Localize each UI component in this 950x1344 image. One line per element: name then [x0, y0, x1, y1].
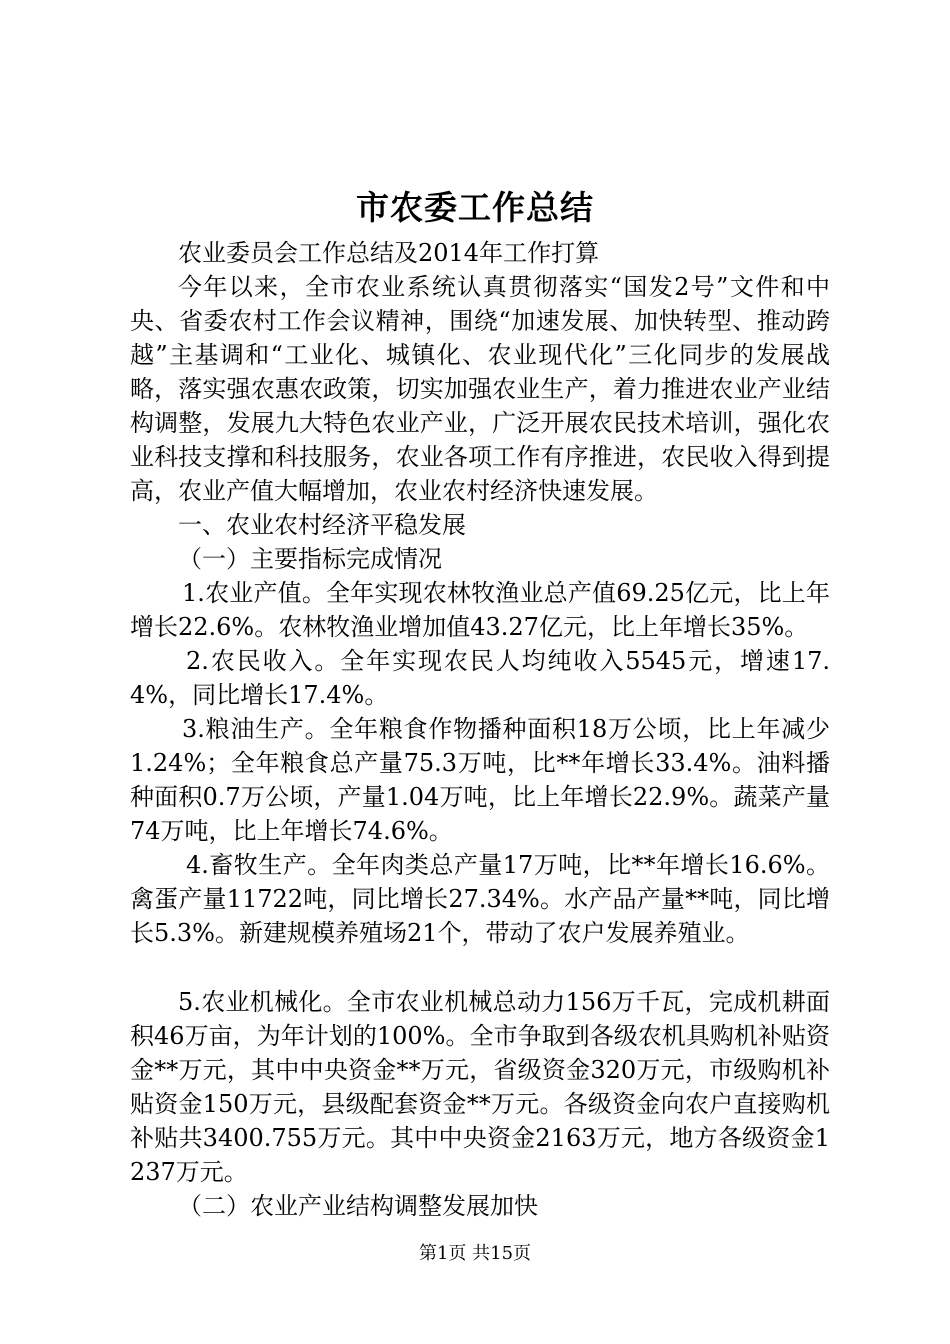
item-paragraph-mechanization: 5.农业机械化。全市农业机械总动力156万千瓦，完成机耕面积46万亩，为年计划的100%。全市争取到各级农机具购机补贴资金**万元，其中中央资金**万元，省级资金320万元，市级购机补贴资金150万元，县级配套资金**万元。各级资金向农户直接购机补贴共3400.755万元。其中中央资金2163万元，地方各级资金1237万元。	[130, 988, 830, 1186]
item-paragraph-farmer-income: 2.农民收入。全年实现农民人均纯收入5545元，增速17.4%，同比增长17.4%。	[130, 647, 830, 709]
intro-paragraph: 今年以来，全市农业系统认真贯彻落实“国发2号”文件和中央、省委农村工作会议精神，围绕“加速发展、加快转型、推动跨越”主基调和“工业化、城镇化、农业现代化”三化同步的发展战略，落实强农惠农政策，切实加强农业生产，着力推进农业产业结构调整，发展九大特色农业产业，广泛开展农民技术培训，强化农业科技支撑和科技服务，农业各项工作有序推进，农民收入得到提高，农业产值大幅增加，农业农村经济快速发展。	[130, 273, 830, 505]
document-body	[130, 236, 830, 1223]
document-title: 市农委工作总结	[356, 188, 594, 227]
page-footer: 第1页 共15页	[418, 1243, 532, 1264]
item-paragraph-agri-output: 1.农业产值。全年实现农林牧渔业总产值69.25亿元，比上年增长22.6%。农林牧渔业增加值43.27亿元，比上年增长35%。	[130, 579, 830, 641]
item-paragraph-livestock: 4.畜牧生产。全年肉类总产量17万吨，比**年增长16.6%。禽蛋产量11722吨，同比增长27.34%。水产品产量**吨，同比增长5.3%。新建规模养殖场21个，带动了农户发展养殖业。	[130, 851, 830, 947]
subtitle-paragraph: 农业委员会工作总结及2014年工作打算	[178, 239, 600, 267]
subsection-heading-structure: （二）农业产业结构调整发展加快	[178, 1192, 538, 1220]
section-heading: 一、农业农村经济平稳发展	[178, 511, 466, 539]
subsection-heading: （一）主要指标完成情况	[178, 545, 442, 573]
paragraph-gap	[130, 950, 830, 985]
item-paragraph-grain-oil: 3.粮油生产。全年粮食作物播种面积18万公顷，比上年减少1.24%；全年粮食总产量75.3万吨，比**年增长33.4%。油料播种面积0.7万公顷，产量1.04万吨，比上年增长22.9%。蔬菜产量74万吨，比上年增长74.6%。	[130, 715, 830, 845]
